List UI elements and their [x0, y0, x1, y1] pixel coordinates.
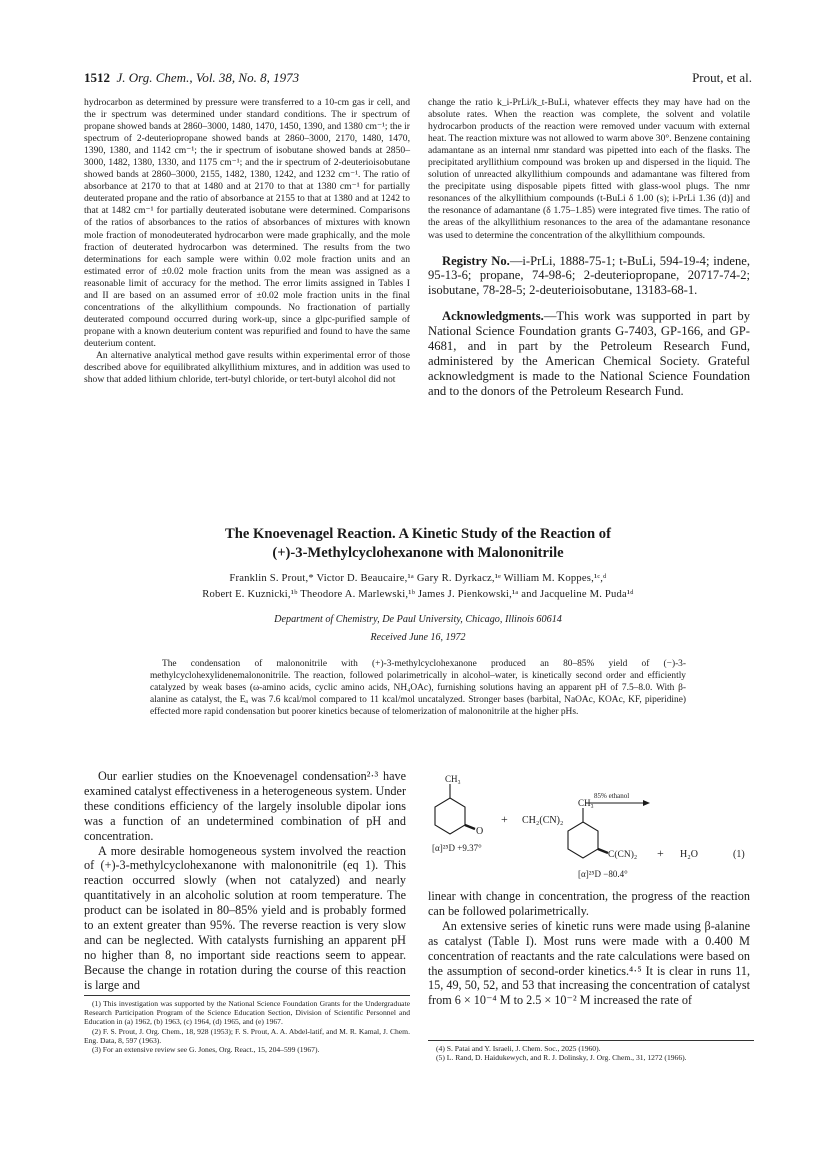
registry-label: Registry No. — [442, 253, 510, 268]
header-left — [84, 70, 299, 86]
reactant-rotation: [α]²⁵D +9.37° — [432, 843, 482, 853]
acknowledgments — [428, 309, 750, 398]
plus-sign: + — [657, 846, 664, 860]
paragraph: An extensive series of kinetic runs were made using β-alanine as catalyst (Table I). Most runs were made with a 0.400 M concentration of reactants and the rate calculations were based on the assumption of second-order kinetics.⁴·⁵ It is clear in runs 11, 15, 49, 50, 52, and 53 that increasing the concentration of catalyst from 6 × 10⁻⁴ M to 2.5 × 10⁻² M increased the rate of — [428, 918, 750, 1008]
footnote: (3) For an extensive review see G. Jones, Org. React., 15, 204–599 (1967). — [92, 1045, 320, 1055]
authors-line: Franklin S. Prout,* Victor D. Beaucaire,¹ᵃ Gary R. Dyrkacz,¹ᵉ William M. Koppes,¹ᶜ,ᵈ — [229, 573, 607, 584]
footnotes-right — [428, 1040, 754, 1062]
footnote: (2) F. S. Prout, J. Org. Chem., 18, 928 (1953); F. S. Prout, A. A. Abdel-latif, and M. R. Kamal, J. Chem. Eng. Data, 8, 597 (1963). — [84, 1026, 410, 1045]
registry-numbers — [428, 254, 750, 299]
paragraph: Our earlier studies on the Knoevenagel condensation²·³ have examined catalyst effectiveness in a heterogeneous system. Under these conditions efficiency of the largely insoluble dipolar ions was a function of an undetermined combination of pH and concentration. — [84, 769, 406, 843]
equation-number: (1) — [733, 849, 745, 860]
product-rotation: [α]²⁵D −80.4° — [578, 869, 628, 879]
body-left-column — [84, 769, 406, 993]
reactant-structure — [435, 784, 475, 834]
paragraph: hydrocarbon as determined by pressure were transferred to a 10-cm gas ir cell, and the ir spectrum was determined under standard conditions. The ir spectrum of propane showed bands at 2860–3000, 1480, 1470, 1450, 1390, and 1380 cm⁻¹; the ir spectrum of 2-deuteriopropane showed bands at 2860–3000, 2170, 1480, 1470, 1390, 1380, and 1142 cm⁻¹; the ir spectrum of isobutane showed bands at 2850–3000, 1482, 1380, 1330, and 1175 cm⁻¹; and the ir spectrum of 2-deuterioisobutane showed bands at 2860–3000, 2155, 1482, 1380, 1242, and 1232 cm⁻¹. The ratio of absorbance at 2170 to that at 1480 and at 2170 to that at 1380 cm⁻¹ for partially deuterated propane and the ratio of absorbance at 2155 to that at 1380 and at 1242 to that at 1482 cm⁻¹ for partially deuterated isobutane were determined. Comparisons of the ratios of absorbances to the ratios of absorbances of mixtures with known mole fraction of monodeuterated hydrocarbon were made graphically, and the mole fraction of deuterated hydrocarbon was determined. The results from the two determinations for each sample were within 0.02 mole fraction units and an estimated error of ±0.02 mole fraction units from the mean was assigned as a reasonable limit of accuracy for the method. The error limits assigned in Tables I and II are based on an assumed error of ±0.02 mole fraction units in the final concentrations of the alkyllithium compounds. No fractionation of partially deuterated compound occurred during work-up, since a glpc-purified sample of propane with a known deuterium content was repurified and found to have the same deuterium content. — [84, 97, 410, 349]
reaction-equation — [428, 770, 758, 880]
acknowledgments-label: Acknowledgments. — [442, 309, 544, 324]
reaction-condition: 85% ethanol — [594, 792, 630, 800]
dicyanomethylene: C(CN)₂ — [608, 850, 638, 860]
product-methyl: CH₃ — [578, 798, 594, 808]
title-line: (+)-3-Methylcyclohexanone with Malononitrile — [272, 545, 564, 561]
footnote: (5) L. Rand, D. Haidukewych, and R. J. Dolinsky, J. Org. Chem., 31, 1272 (1966). — [436, 1053, 687, 1063]
received-date: Received June 16, 1972 — [370, 632, 466, 643]
acknowledgments-text: —This work was supported in part by National Science Foundation grants G-7403, GP-166, and GP-4681, and in part by the Petroleum Research Fund, administered by the American Chemical Society. Grateful acknowledgment is made to the National Science Foundation and to the donors of the Petroleum Research Fund. — [428, 309, 750, 398]
author-list — [84, 571, 752, 603]
article-title — [84, 525, 752, 563]
reactant-methyl: CH₃ — [445, 774, 461, 784]
back-matter — [428, 254, 750, 399]
reactant-oxygen: O — [476, 826, 484, 837]
body-right-column — [428, 889, 750, 1008]
page-header — [84, 70, 752, 90]
product-structure — [568, 808, 608, 858]
footnotes-left — [84, 995, 410, 1054]
page-number: 1512 — [84, 70, 110, 85]
malononitrile-formula: CH₂(CN)₂ — [522, 815, 564, 826]
paragraph: change the ratio k_i-PrLi/k_t-BuLi, whatever effects they may have had on the absolute rates. When the reaction was complete, the solvent and volatile hydrocarbon products of the reaction were removed under vacuum with external heat. The reaction mixture was not allowed to warm above 30°. Benzene containing adamantane as an internal nmr standard was pipetted into each of the flasks. The precipitated aryllithium compound was broken up and dispersed in the liquid. The solution of unreacted alkyllithium compounds and adamantane was filtered from the precipitate using disposable pipets fitted with glass-wool plugs. The nmr resonances of the alkyllithium compounds (t-BuLi δ 1.00 (s); i-PrLi 1.36 (d)] and the resonance of adamantane (δ 1.75–1.85) were integrated five times. The ratio of the areas of the alkyllithium resonances to the area of the adamantane resonance was used to determine the concentration of the alkyllithium compounds. — [428, 97, 750, 241]
paragraph: An alternative analytical method gave results within experimental error of those described above for equilibrated alkyllithium mixtures, and in addition was used to show that added lithium chloride, tert-butyl chloride, or tert-butyl alcohol did not — [84, 349, 410, 386]
title-line: The Knoevenagel Reaction. A Kinetic Study of the Reaction of — [225, 526, 611, 542]
water-formula: H₂O — [680, 849, 698, 860]
footnote: (4) S. Patai and Y. Israeli, J. Chem. Soc., 2025 (1960). — [436, 1044, 601, 1053]
abstract: The condensation of malononitrile with (+)-3-methylcyclohexanone produced an 80–85% yield of (−)-3-methylcyclohexylidenemalononitrile. The reaction, followed polarimetrically in alcohol–water, is kinetically second order and efficiently catalyzed by weak bases (ω-amino acids, cyclic amino acids, NH₄OAc), furnishing solutions having an apparent pH of 7.5–8.0. With β-alanine as catalyst, the Eₐ was 7.6 kcal/mol compared to 11 kcal/mol uncatalyzed. Stronger bases (barbital, NaOAc, KOAc, KF, piperidine) effected more rapid condensation but poorer kinetics because of telomerization of malononitrile at the higher pHs. — [150, 659, 686, 718]
affiliation: Department of Chemistry, De Paul University, Chicago, Illinois 60614 — [274, 614, 562, 625]
footnote: (1) This investigation was supported by the National Science Foundation Grants for the Undergraduate Research Participation Program of the Science Education Section, Division of Scientific Personnel and Education in (a) 1962, (b) 1963, (c) 1964, (d) 1965, and (e) 1967. — [84, 999, 410, 1027]
paragraph: A more desirable homogeneous system involved the reaction of (+)-3-methylcyclohexanone with malononitrile (eq 1). This reaction occurred slowly (when not catalyzed) and nearly quantitatively in an alcoholic solution at room temperature. The product can be isolated in 80–85% yield and is probably formed to an extent greater than 95%. The reverse reaction is very slow and can be neglected. With catalysts furnishing an apparent pH no higher than 8, no important side reactions seem to appear. Because the change in rotation during the course of this reaction is large and — [84, 843, 406, 992]
arrow-head — [643, 800, 650, 806]
journal-citation: J. Org. Chem., Vol. 38, No. 8, 1973 — [116, 70, 300, 85]
running-author: Prout, et al. — [692, 70, 752, 85]
authors-line: Robert E. Kuznicki,¹ᵇ Theodore A. Marlewski,¹ᵇ James J. Pienkowski,¹ᵃ and Jacqueline M. Puda¹ᵈ — [202, 589, 634, 600]
registry-text: —i-PrLi, 1888-75-1; t-BuLi, 594-19-4; indene, 95-13-6; propane, 74-98-6; 2-deuteriopropane, 20717-74-2; isobutane, 78-28-5; 2-deuterioisobutane, 13183-68-1. — [428, 253, 751, 298]
plus-sign: + — [501, 812, 508, 826]
top-right-column — [428, 97, 750, 410]
paragraph: linear with change in concentration, the progress of the reaction can be followed polarimetrically. — [428, 889, 750, 918]
top-left-column — [84, 97, 410, 386]
